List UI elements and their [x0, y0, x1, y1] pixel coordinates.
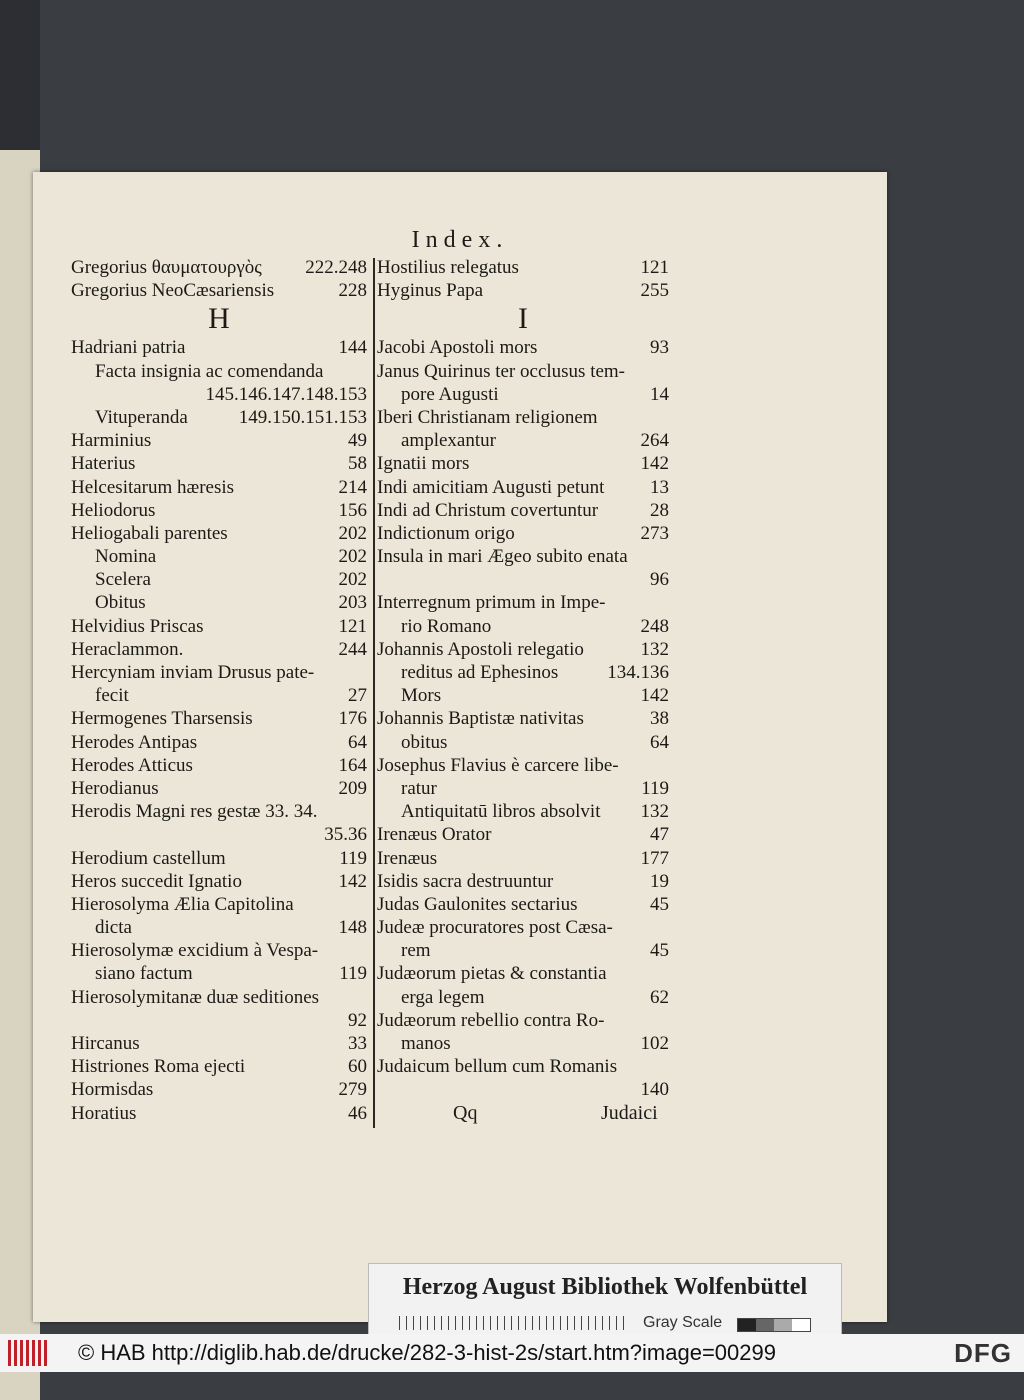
index-entry — [71, 545, 367, 568]
index-entry — [377, 707, 669, 730]
entry-pages: 38 — [650, 708, 669, 730]
entry-pages: 202 — [338, 569, 367, 591]
entry-pages: 134.136 — [607, 662, 669, 683]
entry-pages: 209 — [338, 777, 367, 799]
entry-pages: 255 — [640, 280, 669, 302]
entry-term: Herodianus — [71, 777, 159, 799]
catchword: Judaici — [601, 1102, 658, 1124]
index-entry — [71, 452, 367, 475]
index-entry — [71, 1055, 367, 1078]
entry-term: Herodium castellum — [71, 847, 226, 869]
index-column-left — [71, 256, 367, 1125]
index-entry — [377, 962, 669, 985]
entry-term: fecit — [95, 685, 129, 707]
index-entry — [377, 360, 669, 383]
entry-pages: 119 — [339, 963, 367, 985]
entry-pages: 202 — [338, 522, 367, 544]
entry-term: Heros succedit Ignatio — [71, 870, 242, 892]
index-entry — [377, 916, 669, 939]
entry-term: Hierosolyma Ælia Capitolina — [71, 893, 294, 915]
index-entry — [377, 429, 669, 452]
entry-pages: 244 — [338, 638, 367, 660]
page-title: Index. — [411, 227, 509, 253]
entry-term: Gregorius θαυματουργὸς — [71, 257, 262, 278]
entry-pages: 222.248 — [305, 257, 367, 278]
entry-pages: 248 — [640, 615, 669, 637]
entry-pages: 121 — [338, 615, 367, 637]
entry-term: Johannis Apostoli relegatio — [377, 638, 584, 660]
entry-term: Irenæus — [377, 847, 438, 869]
index-entry — [71, 406, 367, 429]
entry-term: erga legem — [401, 986, 485, 1008]
entry-term: Hierosolymitanæ duæ seditiones — [71, 986, 320, 1008]
index-entry — [377, 545, 669, 568]
index-entry — [71, 591, 367, 614]
entry-pages: 60 — [348, 1056, 367, 1078]
index-entry — [377, 615, 669, 638]
index-entry — [71, 661, 367, 684]
index-entry — [377, 452, 669, 475]
entry-pages: 19 — [650, 870, 669, 892]
index-entry — [71, 777, 367, 800]
entry-term: Hostilius relegatus — [377, 257, 519, 278]
entry-term: reditus ad Ephesinos — [401, 662, 559, 683]
index-entry — [71, 823, 367, 846]
entry-pages: 156 — [338, 499, 367, 521]
index-entry — [377, 777, 669, 800]
entry-term: Facta insignia ac comendanda — [95, 360, 324, 382]
entry-pages: 273 — [640, 522, 669, 544]
copyright-url[interactable]: © HAB http://diglib.hab.de/drucke/282-3-hist-2s/start.htm?image=00299 — [78, 1340, 776, 1365]
entry-pages: 96 — [650, 569, 669, 591]
entry-pages: 64 — [348, 731, 367, 753]
index-entry — [71, 429, 367, 452]
entry-term: Judeæ procuratores post Cæsa- — [377, 917, 613, 939]
entry-term: Judaicum bellum cum Romanis — [377, 1056, 618, 1078]
entry-pages: 62 — [650, 986, 669, 1008]
entry-pages: 93 — [650, 337, 669, 359]
entry-term: Nomina — [95, 546, 157, 568]
index-entry — [377, 1032, 669, 1055]
index-entry — [377, 476, 669, 499]
entry-term: Herodes Atticus — [71, 754, 193, 776]
entry-term: Mors — [401, 685, 442, 707]
index-entry — [71, 800, 367, 823]
index-entry — [377, 847, 669, 870]
entry-pages: 177 — [640, 847, 669, 869]
entry-term: Hadriani patria — [71, 337, 186, 359]
entry-term: Scelera — [95, 569, 151, 591]
index-entry — [377, 986, 669, 1009]
entry-pages: 49 — [348, 430, 367, 452]
entry-pages: 142 — [640, 453, 669, 475]
entry-term: Heliodorus — [71, 499, 156, 521]
index-entry — [71, 638, 367, 661]
index-entry — [377, 336, 669, 359]
index-entry — [71, 870, 367, 893]
index-entry — [71, 476, 367, 499]
entry-term: manos — [401, 1033, 451, 1054]
index-entry — [377, 731, 669, 754]
gray-scale-label: Gray Scale — [643, 1314, 723, 1331]
entry-term: ratur — [401, 777, 437, 799]
entry-pages: 47 — [650, 824, 669, 846]
index-entry — [71, 893, 367, 916]
index-entry — [377, 591, 669, 614]
index-entry — [71, 383, 367, 406]
entry-term: Obitus — [95, 592, 146, 614]
entry-term: Josephus Flavius è carcere libe- — [377, 754, 619, 776]
entry-term: Judæorum pietas & constantia — [377, 963, 607, 985]
index-column-right — [377, 256, 669, 1102]
entry-term: Hierosolymæ excidium à Vespa- — [71, 940, 319, 962]
index-entry — [377, 499, 669, 522]
signature-mark: Qq — [453, 1102, 478, 1124]
entry-pages: 13 — [650, 476, 669, 498]
entry-term: Hircanus — [71, 1033, 140, 1054]
entry-term: siano factum — [95, 963, 193, 985]
entry-term: Isidis sacra destruuntur — [377, 870, 554, 892]
entry-term: Iberi Christianam religionem — [377, 406, 598, 428]
index-entry — [377, 661, 669, 684]
index-entry — [377, 256, 669, 279]
entry-term: Jacobi Apostoli mors — [377, 337, 538, 359]
index-entry — [71, 336, 367, 359]
entry-pages: 214 — [338, 476, 367, 498]
entry-pages: 164 — [338, 754, 367, 776]
entry-pages: 33 — [348, 1033, 367, 1054]
entry-pages: 202 — [338, 546, 367, 568]
index-entry — [377, 638, 669, 661]
index-entry — [377, 383, 669, 406]
library-color-bar — [368, 1263, 842, 1335]
entry-term: rem — [401, 940, 431, 962]
entry-pages: 92 — [348, 1009, 367, 1031]
entry-term: Hyginus Papa — [377, 280, 484, 302]
entry-pages: 132 — [640, 638, 669, 660]
index-entry — [71, 522, 367, 545]
index-entry — [377, 279, 669, 302]
entry-term: Helcesitarum hæresis — [71, 476, 235, 498]
entry-pages: 203 — [338, 592, 367, 614]
entry-term: Judas Gaulonites sectarius — [377, 893, 578, 915]
entry-term: Irenæus Orator — [377, 824, 492, 846]
index-entry — [377, 893, 669, 916]
entry-term: Helvidius Priscas — [71, 615, 204, 637]
index-entry — [71, 360, 367, 383]
index-entry — [377, 1078, 669, 1101]
index-entry — [71, 847, 367, 870]
library-name: Herzog August Bibliothek Wolfenbüttel — [402, 1274, 808, 1300]
entry-pages: 119 — [641, 777, 669, 799]
entry-pages: 142 — [640, 685, 669, 707]
entry-term: Heraclammon. — [71, 638, 184, 660]
index-entry — [71, 1102, 367, 1125]
entry-term: Hormisdas — [71, 1079, 154, 1101]
hab-logo-icon — [8, 1340, 48, 1366]
index-entry — [71, 1078, 367, 1101]
entry-term: pore Augusti — [401, 383, 499, 405]
entry-pages: 148 — [338, 917, 367, 939]
entry-term: Histriones Roma ejecti — [71, 1056, 246, 1078]
index-entry — [377, 754, 669, 777]
index-entry — [71, 1009, 367, 1032]
footer-bar — [0, 1334, 1024, 1372]
index-entry — [71, 1032, 367, 1055]
entry-pages: 132 — [640, 801, 669, 823]
index-entry — [377, 684, 669, 707]
entry-pages: 119 — [339, 847, 367, 869]
entry-term: Indi ad Christum covertuntur — [377, 499, 599, 521]
entry-pages: 176 — [338, 708, 367, 730]
entry-term: Ignatii mors — [377, 453, 470, 475]
entry-term: dicta — [95, 917, 132, 939]
entry-pages: 144 — [338, 337, 367, 359]
entry-pages: 14 — [650, 383, 669, 405]
column-rule — [373, 258, 375, 1128]
entry-term: Antiquitatū libros absolvit — [401, 801, 601, 823]
entry-term: Janus Quirinus ter occlusus tem- — [377, 360, 626, 382]
index-entry — [71, 707, 367, 730]
entry-term: Vituperanda — [95, 406, 188, 428]
entry-term: Horatius — [71, 1102, 137, 1124]
entry-term: Hermogenes Tharsensis — [71, 708, 253, 730]
entry-pages: 102 — [640, 1033, 669, 1054]
index-entry — [377, 870, 669, 893]
entry-term: Herodis Magni res gestæ 33. 34. — [71, 801, 318, 823]
index-entry — [71, 684, 367, 707]
index-entry — [377, 939, 669, 962]
entry-pages: 27 — [348, 685, 367, 707]
index-entry — [377, 522, 669, 545]
entry-pages: 140 — [640, 1079, 669, 1101]
gray-scale-swatch — [737, 1318, 811, 1332]
entry-term: Harminius — [71, 430, 152, 452]
entry-term: amplexantur — [401, 430, 496, 452]
index-entry — [71, 939, 367, 962]
book-page — [33, 172, 887, 1322]
entry-pages: 142 — [338, 870, 367, 892]
index-entry — [71, 615, 367, 638]
dfg-logo: DFG — [954, 1338, 1012, 1368]
entry-term: Haterius — [71, 453, 136, 475]
entry-pages: 149.150.151.153 — [238, 406, 367, 428]
entry-term: Johannis Baptistæ nativitas — [377, 708, 584, 730]
index-entry — [377, 406, 669, 429]
index-entry — [71, 962, 367, 985]
entry-term: Gregorius NeoCæsariensis — [71, 280, 275, 302]
entry-pages: 228 — [338, 280, 367, 302]
entry-pages: 35.36 — [324, 824, 367, 846]
ruler-scale — [399, 1316, 629, 1330]
index-entry — [377, 800, 669, 823]
index-entry — [377, 568, 669, 591]
index-entry — [71, 568, 367, 591]
entry-term: Insula in mari Ægeo subito enata — [377, 546, 628, 568]
section-letter: H — [208, 302, 230, 336]
entry-term: Heliogabali parentes — [71, 522, 228, 544]
entry-term: Indi amicitiam Augusti petunt — [377, 476, 605, 498]
entry-pages: 64 — [650, 731, 669, 753]
entry-pages: 58 — [348, 453, 367, 475]
entry-term: Indictionum origo — [377, 522, 515, 544]
entry-pages: 279 — [338, 1079, 367, 1101]
entry-pages: 45 — [650, 940, 669, 962]
entry-pages: 264 — [640, 430, 669, 452]
index-entry — [71, 279, 367, 302]
index-entry — [71, 499, 367, 522]
entry-pages: 145.146.147.148.153 — [205, 383, 367, 405]
index-entry — [71, 754, 367, 777]
index-entry — [71, 731, 367, 754]
index-entry — [71, 916, 367, 939]
entry-term: Judæorum rebellio contra Ro- — [377, 1009, 605, 1031]
entry-pages: 121 — [640, 257, 669, 278]
entry-pages: 28 — [650, 499, 669, 521]
entry-term: obitus — [401, 731, 448, 753]
section-letter: I — [518, 302, 528, 336]
index-entry — [71, 986, 367, 1009]
entry-term: rio Romano — [401, 615, 492, 637]
entry-term: Herodes Antipas — [71, 731, 198, 753]
entry-pages: 46 — [348, 1102, 367, 1124]
entry-pages: 45 — [650, 893, 669, 915]
index-entry — [377, 1009, 669, 1032]
index-entry — [71, 256, 367, 279]
index-entry — [377, 1055, 669, 1078]
entry-term: Hercyniam inviam Drusus pate- — [71, 662, 315, 683]
index-entry — [377, 823, 669, 846]
entry-term: Interregnum primum in Impe- — [377, 592, 606, 614]
